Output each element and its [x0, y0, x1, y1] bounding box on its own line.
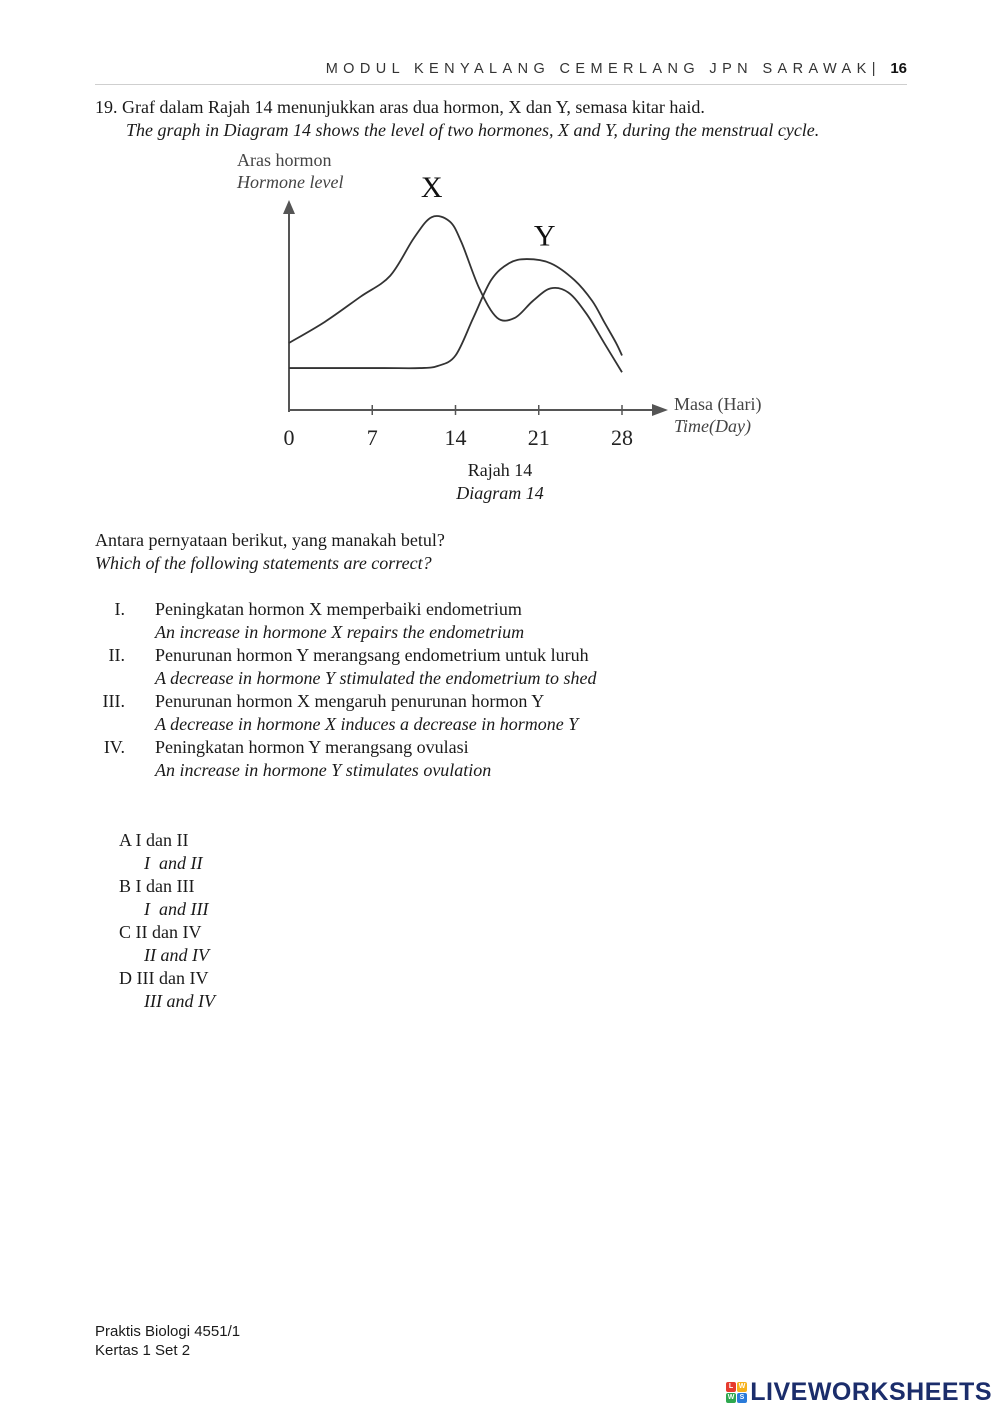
- question-text-ms: Graf dalam Rajah 14 menunjukkan aras dua hormon, X dan Y, semasa kitar haid.: [122, 97, 705, 117]
- diagram-caption-ms: Rajah 14: [467, 460, 533, 480]
- x-tick-label: 14: [444, 425, 467, 450]
- option-c[interactable]: [119, 921, 202, 944]
- series-line-y: [289, 259, 622, 368]
- x-tick-label: 0: [283, 425, 295, 450]
- question-number: 19.: [95, 97, 118, 117]
- statement-text-en: A decrease in hormone Y stimulated the endometrium to shed: [155, 668, 597, 688]
- option-d[interactable]: [119, 967, 208, 990]
- x-tick-label: 21: [527, 425, 550, 450]
- option-text-en: I and II: [144, 853, 203, 873]
- statement-text-en: An increase in hormone X repairs the endometrium: [155, 622, 525, 642]
- option-letter: D: [119, 968, 132, 988]
- series-label-y: Y: [533, 219, 556, 253]
- x-axis-arrow-icon: [652, 404, 668, 416]
- statement-numeral: IV.: [103, 737, 125, 757]
- logo-tile: W: [738, 1383, 746, 1390]
- option-text-ms: III dan IV: [136, 968, 209, 988]
- diagram-caption-en: Diagram 14: [456, 483, 544, 503]
- statement-text-ms: Penurunan hormon Y merangsang endometrium untuk luruh: [155, 645, 589, 665]
- statement-text-ms: Peningkatan hormon Y merangsang ovulasi: [155, 737, 469, 757]
- series-line-x: [289, 216, 622, 372]
- page-header: [95, 60, 907, 77]
- hormone-level-chart: [0, 140, 1000, 510]
- option-letter: A: [119, 830, 132, 850]
- x-axis-ticks: [284, 405, 634, 450]
- y-axis-label-en: Hormone level: [237, 172, 344, 192]
- option-text-en: III and IV: [144, 991, 215, 1011]
- footer-subject: Praktis Biologi 4551/1: [95, 1323, 241, 1340]
- option-text-ms: II dan IV: [135, 922, 202, 942]
- logo-tile: S: [737, 1393, 747, 1403]
- option-letter: B: [119, 876, 132, 896]
- prompt-ms: Antara pernyataan berikut, yang manakah betul?: [95, 530, 445, 550]
- y-axis-arrow-icon: [283, 200, 295, 214]
- statement-text-ms: Penurunan hormon X mengaruh penurunan hormon Y: [155, 691, 545, 711]
- option-letter: C: [119, 922, 132, 942]
- statement-text-ms: Peningkatan hormon X memperbaiki endometrium: [155, 599, 522, 619]
- brand-text: LIVEWORKSHEETS: [750, 1378, 992, 1406]
- chart-series: [289, 171, 622, 372]
- option-text-ms: I dan III: [135, 876, 195, 896]
- x-tick-label: 28: [611, 425, 633, 450]
- statement-numeral: III.: [102, 691, 125, 711]
- logo-tile: W: [727, 1394, 735, 1401]
- logo-tile: L: [726, 1382, 736, 1392]
- liveworksheets-logo-icon: [726, 1382, 747, 1403]
- header-rule: [95, 84, 907, 85]
- statement-text-en: A decrease in hormone X induces a decrease in hormone Y: [155, 714, 579, 734]
- x-axis-label-ms: Masa (Hari): [674, 394, 762, 414]
- module-title: MODUL KENYALANG CEMERLANG JPN SARAWAK: [325, 61, 872, 77]
- option-text-en: I and III: [144, 899, 209, 919]
- option-text-ms: I dan II: [135, 830, 189, 850]
- liveworksheets-brand[interactable]: [726, 1378, 992, 1407]
- x-tick-label: 7: [366, 425, 378, 450]
- question-stem-ms: [95, 96, 705, 119]
- option-b[interactable]: [119, 875, 194, 898]
- footer-paper: Kertas 1 Set 2: [95, 1342, 191, 1359]
- x-axis-label-en: Time(Day): [674, 416, 751, 436]
- statement-numeral: I.: [114, 599, 125, 619]
- option-a[interactable]: [119, 829, 189, 852]
- statement-numeral: II.: [108, 645, 125, 665]
- header-separator: |: [871, 61, 881, 77]
- prompt-en: Which of the following statements are correct?: [95, 553, 432, 573]
- series-label-x: X: [420, 171, 443, 205]
- y-axis-label-ms: Aras hormon: [237, 150, 332, 170]
- statement-text-en: An increase in hormone Y stimulates ovulation: [155, 760, 492, 780]
- question-text-en: The graph in Diagram 14 shows the level of two hormones, X and Y, during the menstrual cycle.: [126, 120, 820, 140]
- footer: [95, 1322, 240, 1360]
- page-number: 16: [890, 60, 907, 77]
- option-text-en: II and IV: [144, 945, 209, 965]
